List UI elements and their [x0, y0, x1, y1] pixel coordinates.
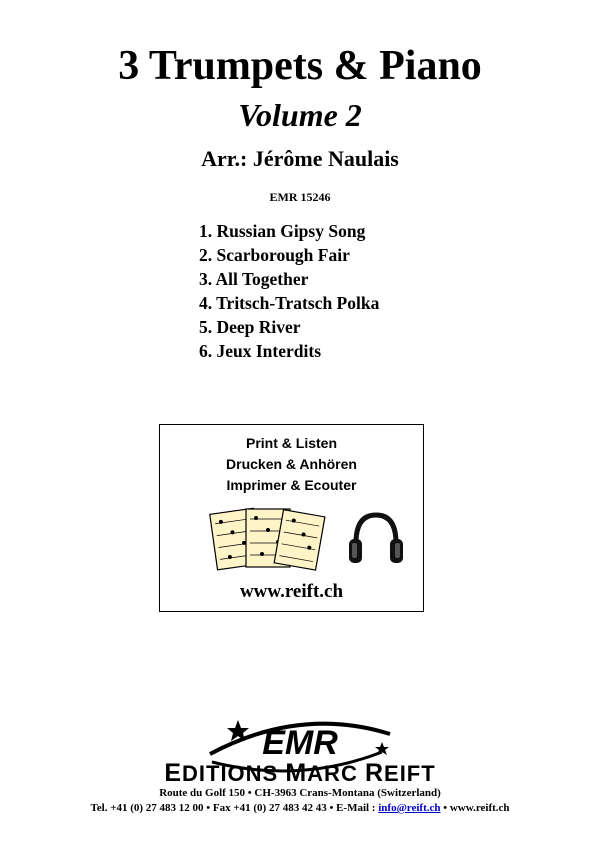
contact-website[interactable]: • www.reift.ch	[440, 802, 510, 814]
list-item: 4. Tritsch-Tratsch Polka	[199, 293, 380, 313]
song-list	[199, 219, 379, 363]
list-item: 3. All Together	[199, 269, 309, 289]
list-item: 5. Deep River	[199, 317, 301, 337]
publisher-name: EDITIONS MARC REIFT	[164, 759, 436, 787]
promo-icons	[206, 503, 406, 573]
volume-subtitle: Volume 2	[238, 97, 362, 133]
list-item: 6. Jeux Interdits	[199, 341, 322, 361]
website-link[interactable]: www.reift.ch	[239, 581, 344, 602]
arranger-credit: Arr.: Jérôme Naulais	[201, 146, 399, 171]
list-item: 2. Scarborough Fair	[199, 245, 350, 265]
contact-phone-fax: Tel. +41 (0) 27 483 12 00 • Fax +41 (0) 27 483 42 43 • E-Mail :	[90, 802, 379, 814]
email-link[interactable]: info@reift.ch	[378, 802, 441, 814]
page-title: 3 Trumpets & Piano	[118, 43, 482, 89]
emr-logo-text: EMR	[262, 724, 338, 762]
headphones-icon	[349, 515, 403, 563]
print-listen-box	[159, 424, 424, 612]
promo-line-german: Drucken & Anhören	[226, 456, 357, 472]
publisher-address: Route du Golf 150 • CH-3963 Crans-Montana (Switzerland)	[159, 787, 441, 799]
promo-line-french: Imprimer & Ecouter	[226, 477, 357, 493]
publisher-contact	[0, 801, 600, 815]
sheet-music-icon	[210, 508, 325, 570]
list-item: 1. Russian Gipsy Song	[199, 221, 366, 241]
promo-line-english: Print & Listen	[245, 435, 337, 451]
catalog-number: EMR 15246	[269, 190, 331, 204]
